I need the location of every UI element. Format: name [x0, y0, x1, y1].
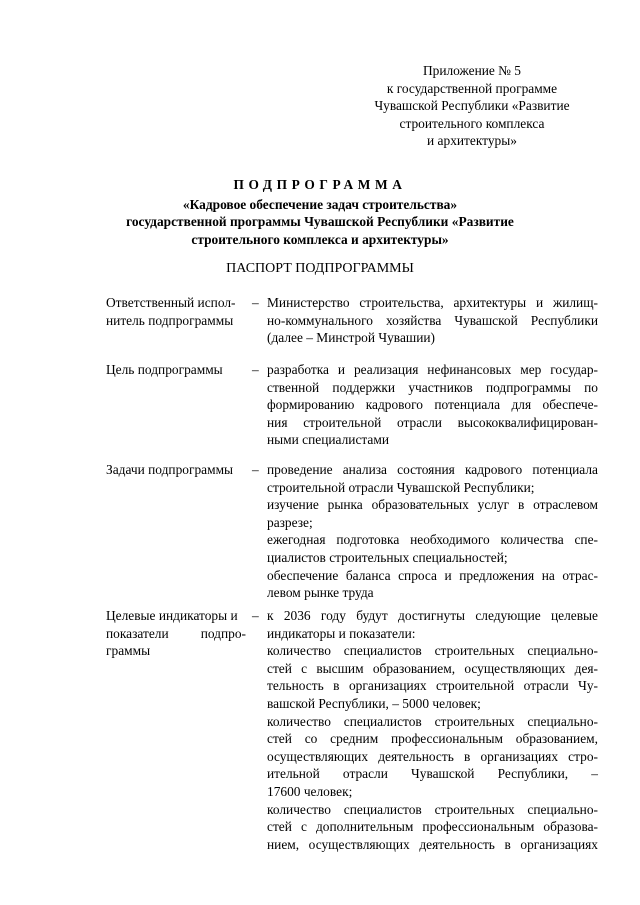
- value-line: ственной поддержки участников подпрограммы по: [267, 379, 598, 395]
- section-value: [267, 461, 598, 602]
- value-line: ительной отрасли Чувашской Республики, –: [267, 766, 598, 782]
- dash-separator: –: [252, 362, 259, 377]
- value-line: осуществляющих деятельность в организациях стро-: [267, 748, 598, 764]
- label-line: Ответственный испол-: [106, 295, 236, 310]
- dash-separator: –: [252, 608, 259, 623]
- value-line: строительной отрасли Чувашской Республики;: [267, 479, 535, 495]
- value-line: стей с дополнительным профессиональным образова-: [267, 819, 598, 835]
- value-line: 17600 человек;: [267, 783, 353, 799]
- appendix-line: строительного комплекса: [399, 115, 545, 131]
- label-line: граммы: [106, 643, 151, 659]
- subtitle-line: государственной программы Чувашской Республики «Развитие: [126, 214, 514, 230]
- subprogram-heading: [60, 176, 580, 248]
- value-line: разрезе;: [267, 514, 313, 530]
- value-line: разработка и реализация нефинансовых мер государ-: [267, 362, 598, 377]
- section-label: [106, 607, 246, 660]
- appendix-line: к государственной программе: [386, 80, 558, 96]
- value-line: стей с высшим образованием, осуществляющих дея-: [267, 660, 598, 676]
- value-line: тельность в организациях строительной отрасли Чу-: [267, 678, 598, 694]
- value-line: ния строительной отрасли высококвалифицирован-: [267, 414, 598, 430]
- document-title: ПОДПРОГРАММА: [233, 177, 407, 192]
- section-label: [106, 461, 246, 479]
- section-value: [267, 294, 598, 347]
- value-line: вашской Республики, – 5000 человек;: [267, 695, 481, 711]
- label-line: Цель подпрограммы: [106, 362, 223, 377]
- value-line: к 2036 году будут достигнуты следующие целевые: [267, 608, 598, 623]
- label-line: нитель подпрограммы: [106, 312, 234, 328]
- subtitle-line: строительного комплекса и архитектуры»: [191, 231, 449, 247]
- value-line: стей со средним профессиональным образованием,: [267, 731, 598, 747]
- value-line: нием, осуществляющих деятельность в организациях: [267, 836, 598, 852]
- value-line: количество специалистов строительных специально-: [267, 801, 598, 817]
- value-line: циалистов строительных специальностей;: [267, 549, 508, 565]
- value-line: индикаторы и показатели:: [267, 625, 416, 641]
- section-label: [106, 361, 246, 379]
- subtitle-line: «Кадровое обеспечение задач строительства»: [182, 196, 458, 212]
- value-line: изучение рынка образовательных услуг в отраслевом: [267, 497, 598, 513]
- appendix-line: Приложение № 5: [422, 63, 522, 78]
- value-line: (далее – Минстрой Чувашии): [267, 330, 435, 346]
- dash-separator: –: [252, 462, 259, 477]
- label-word: показатели: [106, 625, 169, 641]
- value-line: формированию кадрового потенциала для обеспече-: [267, 397, 598, 413]
- value-line: ежегодная подготовка необходимого количества спе-: [267, 532, 598, 548]
- label-word: подпро-: [200, 625, 246, 641]
- dash-separator: –: [252, 295, 259, 310]
- value-line: ными специалистами: [267, 432, 389, 448]
- value-line: количество специалистов строительных специально-: [267, 713, 598, 729]
- appendix-header: [362, 62, 582, 150]
- value-line: но-коммунального хозяйства Чувашской Республики: [267, 312, 598, 328]
- section-value: [267, 607, 598, 853]
- value-line: обеспечение баланса спроса и предложения на отрас-: [267, 567, 598, 583]
- value-line: Министерство строительства, архитектуры и жилищ-: [267, 295, 598, 310]
- section-value: [267, 361, 598, 449]
- value-line: проведение анализа состояния кадрового потенциала: [267, 462, 598, 477]
- appendix-line: и архитектуры»: [427, 133, 517, 149]
- label-line: Целевые индикаторы и: [106, 608, 238, 623]
- section-label: [106, 294, 246, 329]
- appendix-line: Чувашской Республики «Развитие: [374, 98, 570, 114]
- passport-title: ПАСПОРТ ПОДПРОГРАММЫ: [226, 261, 414, 276]
- label-line: [106, 625, 246, 643]
- label-line: Задачи подпрограммы: [106, 462, 234, 477]
- value-line: левом рынке труда: [267, 585, 374, 601]
- value-line: количество специалистов строительных специально-: [267, 643, 598, 659]
